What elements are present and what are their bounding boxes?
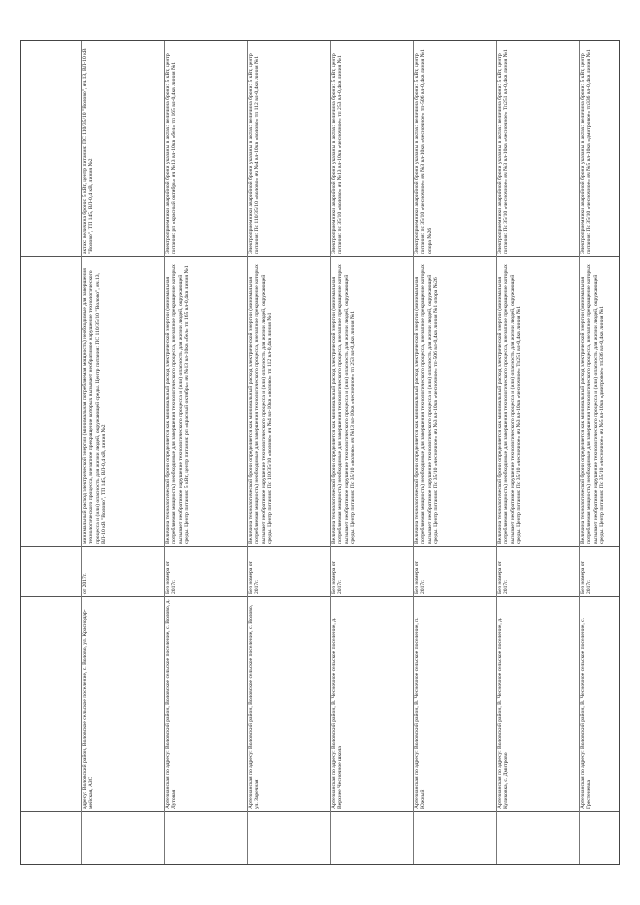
table-cell-date: [496, 546, 579, 596]
note-text: Электроприемники аварийной брони указаны в актах: величина брони: 5 кВт, центр питания: пс 35/10 «волово» яч №13 вл-10кв «чесночное» тп 253 вл-0,4кв линия №1: [331, 53, 344, 254]
table-cell-description: [496, 256, 579, 546]
date-text: Без номера от 2017г.: [497, 561, 510, 594]
table-cell-address: [413, 596, 496, 811]
description-text: Величина технологической брони определяется как минимальный расход электрической энергии (минимальная потребляемая мощность) необходимые для завершения технологического процесса, внезапное прекращение которых вызывает необратимое нарушение технологического процесса и (или) опасность для жизни людей, окружающей среды. Центр питания: Пс 35/10 «чесночное» яч №3 вл-10кв «чесночное» тп-506 вл-0,4кв линия №1 опора №26: [414, 264, 440, 544]
address-text: Артезианская по адресу: Воловский район, Воловское сельское поселение, с. Волово, д. Лутовая: [165, 599, 178, 809]
description-text: Величина технологической брони определяется как минимальный расход электрической энергии (минимальная потребляемая мощность) необходимые для завершения технологического процесса, внезапное прекращение которых вызывает необратимое нарушение технологического процесса и (или) опасность для жизни людей, окружающей среды. Центр питания: Пс 35/10 «волово» яч №13 вл-10кв «чесночное» тп 253 вл-0,4кв линия №1: [331, 264, 357, 544]
note-text: актах: величина брони: 5 кВт, центр питания: ПС 110/35/10 "Волово", яч.13, ВЛ-10 кВ "Волово", ТП 145, ВЛ-0,4 кВ, линия №2: [82, 48, 95, 254]
date-text: Без номера от 2017г.: [414, 561, 427, 594]
table-cell-address: [330, 596, 413, 811]
table-cell-note: [330, 41, 413, 256]
table-cell-description: [579, 256, 621, 546]
note-text: Электроприемники аварийной брони указаны в актах: величина брони: 5 кВт, центр питания: Пс 35/10 «чесночное» яч №3 вл-10кв «чесночное» Тп251 вл-0,4кв линия №1: [497, 49, 510, 254]
date-text: Без номера от 2017г.: [580, 561, 593, 594]
table-cell-address: [81, 596, 164, 811]
table-cell-address: [247, 596, 330, 811]
date-text: Без номера от 2017г.: [331, 561, 344, 594]
table-cell-date: [330, 546, 413, 596]
table-cell-note: [164, 41, 247, 256]
table-cell-address: [579, 596, 621, 811]
table-cell-description: [413, 256, 496, 546]
table-cell-note: [413, 41, 496, 256]
table-cell-date: [579, 546, 621, 596]
address-text: Артезианская по адресу: Воловский район, В. Чесночное сельское поселение, д. Куликовка, с. Дмитрово: [497, 617, 510, 809]
note-text: Электроприемники аварийной брони указаны в актах: величина брони: 5 кВт, центр питания: пс 35/10 «чесночное» яч №3 вл-10кв «чесночное» тп-506 вл-0,4кв линия №1 опора №26: [414, 49, 433, 254]
date-text: Без номера от 2017г.: [165, 561, 178, 594]
table-cell-date: [81, 546, 164, 596]
description-text: Величина технологической брони определяется как минимальный расход электрической энергии (минимальная потребляемая мощность) необходимые для завершения технологического процесса, внезапное прекращение которых вызывает необратимое нарушение технологического процесса и (или) опасность для жизни людей, окружающей среды. Центр питания: Пс 35/10 «чесночное» яч №3 вл-10кв «чесночное» Тп251 вл-0,4кв линия №1: [497, 264, 523, 544]
document-page: [20, 40, 620, 865]
description-text: Величина технологической брони определяется как минимальный расход электрической энергии (минимальная потребляемая мощность) необходимые для завершения технологического процесса, внезапное прекращение которых вызывает необратимое нарушение технологического процесса и (или) опасность для жизни людей, окружающей среды. Центр питания: Пс 35/10 «чесночное» яч №5 вл-10кв «дмитровое» тп336 вл-0,4кв линия №1: [580, 264, 606, 544]
table-cell-address: [164, 596, 247, 811]
table-cell-note: [496, 41, 579, 256]
address-text: Артезианская по адресу: Воловский район, В. Чесночное сельское поселение, п. Южный: [414, 617, 427, 809]
date-text: от 2017г.: [82, 573, 88, 594]
note-text: Электроприемники аварийной брони указаны в актах: величина брони: 5 кВт, центр питания: рп «красный октябрь» яч №13 вл-10кв «бел» тп 165 вл-0,4кв линия №1: [165, 53, 178, 254]
table-cell-note: [81, 41, 164, 256]
address-text: адресу: Воловский район, Воловское сельское поселение, с. Волово, ул. Краснодар-мейская, АЗС: [82, 609, 95, 809]
table-cell-date: [413, 546, 496, 596]
description-text: Величина технологической брони определяется как минимальный расход электрической энергии (минимальная потребляемая мощность) необходимые для завершения технологического процесса, внезапное прекращение которых вызывает необратимое нарушение технологического процесса и (или) опасность для жизни людей, окружающей среды. Центр питания: 5 кВт, центр питания: рп «красный октябрь» яч №13 вл-10кв «бел» тп 165 вл-0,4кв линия №1: [165, 264, 191, 544]
table-cell-description: [164, 256, 247, 546]
table-cell-description: [247, 256, 330, 546]
table-cell-address: [496, 596, 579, 811]
note-text: Электроприемники аварийной брони указаны в актах: величина брони: 5 кВт, центр питания: Пс 110/35/10 «волово» яч №4 вл-10кв «волово» тп 112 вл-0,4кв линия №1: [248, 53, 261, 254]
table-cell-note: [579, 41, 621, 256]
table-rule: [21, 811, 619, 812]
table-cell-date: [164, 546, 247, 596]
table-cell-note: [247, 41, 330, 256]
description-text: минимальный расход электрической энергии (минимальная потребляемая мощность) необходимые для завершения технологического процесса, внезапное прекращение которых вызывает необратимое нарушение технологического процесса и (или) опасность для жизни людей, окружающей среды. Центр питания: ПС 110/35/10 "Волово", яч.13, ВЛ-10 кВ "Волово", ТП 145, ВЛ-0,4 кВ, линия №2: [82, 268, 108, 544]
address-text: Артезианская по адресу: Воловский район, В. Чесночное сельское поселение, д. Верхнее Чесночное школа: [331, 617, 344, 809]
table-cell-description: [330, 256, 413, 546]
date-text: Без номера от 2017г.: [248, 561, 261, 594]
description-text: Величина технологической брони определяется как минимальный расход электрической энергии (минимальная потребляемая мощность) необходимые для завершения технологического процесса, внезапное прекращение которых вызывает необратимое нарушение технологического процесса и (или) опасность для жизни людей, окружающей среды. Центр питания: Пс 110/35/10 «волово» яч №4 вл-10кв «волово» тп 112 вл-0,4кв линия №1: [248, 264, 274, 544]
table-cell-date: [247, 546, 330, 596]
table-cell-description: [81, 256, 164, 546]
address-text: Артезианская по адресу: Воловский район, В. Чесночное сельское поселение, с. Грестеневка: [580, 617, 593, 809]
note-text: Электроприемники аварийной брони указаны в актах: величина брони: 5 кВт, центр питания: Пс 35/10 «чесночное» яч №5 вл-10кв «дмитровое» тп336 вл-0,4кв линия №1: [580, 49, 593, 254]
address-text: Артезианская по адресу: Воловский район, Воловское сельское поселение, с. Волово, ул. Заречная: [248, 604, 261, 809]
